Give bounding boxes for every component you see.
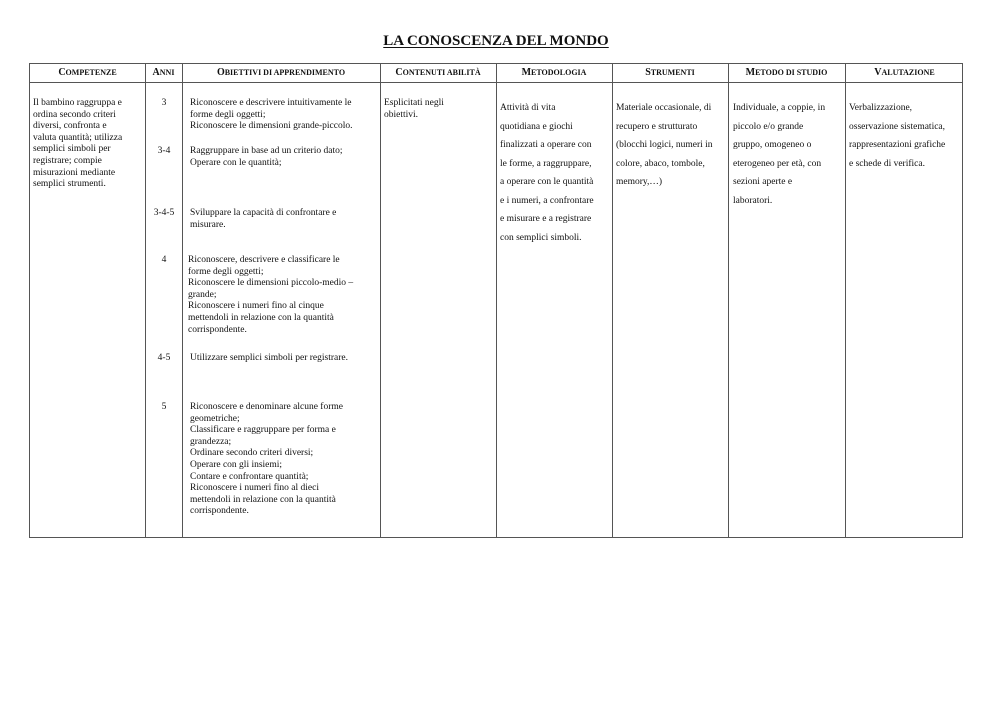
page-title: LA CONOSCENZA DEL MONDO xyxy=(383,33,609,49)
anni-value: 4 xyxy=(161,255,167,265)
anni-value: 3-4 xyxy=(157,146,171,156)
header-obiettivi: OBIETTIVI DI APPRENDIMENTO xyxy=(216,67,346,78)
column-divider xyxy=(380,64,381,537)
header-anni: ANNI xyxy=(152,67,175,78)
obiettivo-text: Riconoscere e denominare alcune forme geometriche; Classificare e raggruppare per forma e grandezza; Ordinare secondo criteri diversi; Operare con gli insiemi; Contare e confrontare quantità; Riconoscere i numeri fino al dieci mettendoli in relazione con la quantità corrispondente. xyxy=(190,402,343,517)
header-metodo-studio: METODO DI STUDIO xyxy=(745,67,828,78)
header-strumenti: STRUMENTI xyxy=(645,67,695,78)
anni-value: 4-5 xyxy=(157,353,171,363)
column-divider xyxy=(728,64,729,537)
anni-value: 3 xyxy=(161,98,167,108)
contenuti-text: Esplicitati negli obiettivi. xyxy=(384,98,444,120)
valutazione-text: Verbalizzazione, osservazione sistematica, rappresentazioni grafiche e schede di verifica. xyxy=(849,103,946,169)
competenze-text: Il bambino raggruppa e ordina secondo criteri diversi, confronta e valuta quantità; utilizza semplici simboli per registrare; compie misurazioni mediante semplici strumenti. xyxy=(33,98,123,190)
column-divider xyxy=(845,64,846,537)
anni-value: 5 xyxy=(161,402,167,412)
obiettivo-text: Riconoscere, descrivere e classificare le forme degli oggetti; Riconoscere le dimensioni piccolo-medio – grande; Riconoscere i numeri fino al cinque mettendoli in relazione con la quantità corrispondente. xyxy=(188,255,354,335)
header-divider xyxy=(30,82,962,83)
header-competenze: COMPETENZE xyxy=(58,67,117,78)
obiettivo-text: Sviluppare la capacità di confrontare e misurare. xyxy=(190,208,337,230)
obiettivo-text: Riconoscere e descrivere intuitivamente le forme degli oggetti; Riconoscere le dimensioni grande-piccolo. xyxy=(190,98,353,132)
column-divider xyxy=(612,64,613,537)
metodo-studio-text: Individuale, a coppie, in piccolo e/o grande gruppo, omogeneo o eterogeneo per età, con sezioni aperte e laboratori. xyxy=(733,103,826,206)
anni-value: 3-4-5 xyxy=(153,208,175,218)
column-divider xyxy=(496,64,497,537)
header-contenuti: CONTENUTI ABILITÀ xyxy=(395,67,481,78)
column-divider xyxy=(182,64,183,537)
obiettivo-text: Utilizzare semplici simboli per registrare. xyxy=(190,353,349,363)
header-metodologia: METODOLOGIA xyxy=(521,67,587,78)
curriculum-table xyxy=(29,63,963,538)
header-valutazione: VALUTAZIONE xyxy=(874,67,935,78)
obiettivo-text: Raggruppare in base ad un criterio dato; Operare con le quantità; xyxy=(190,146,343,168)
metodologia-text: Attività di vita quotidiana e giochi finalizzati a operare con le forme, a raggruppare, a operare con le quantità e i numeri, a confrontare e misurare e a registrare con semplici simboli. xyxy=(500,103,594,243)
column-divider xyxy=(145,64,146,537)
strumenti-text: Materiale occasionale, di recupero e strutturato (blocchi logici, numeri in colore, abaco, tombole, memory,…) xyxy=(616,103,713,187)
